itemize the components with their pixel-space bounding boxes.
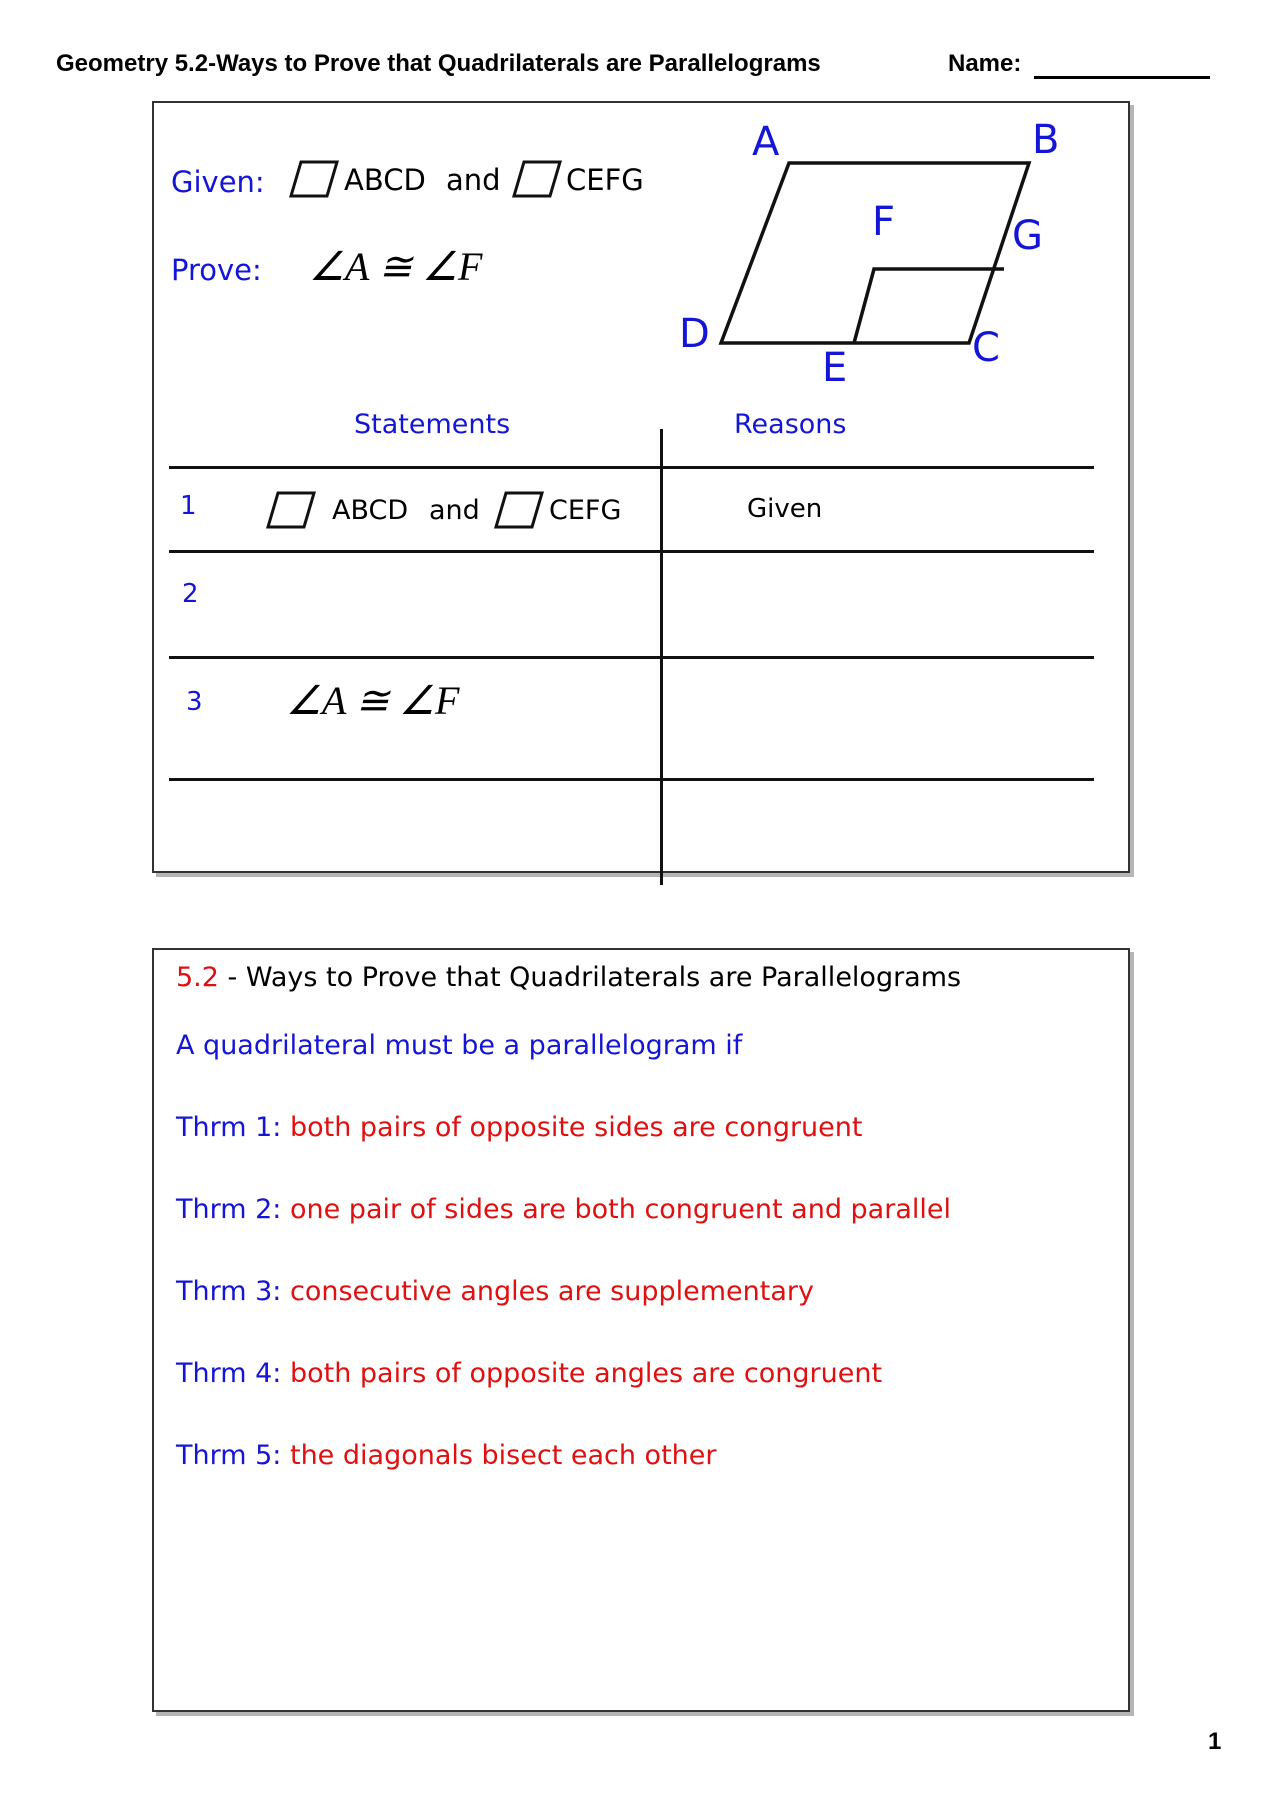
prove-label: Prove: [171,253,262,287]
name-blank-line [1034,76,1210,79]
vertex-label-e: E [822,345,848,391]
theorem-label: Thrm 4: [176,1358,282,1389]
vertex-label-f: F [872,199,896,245]
section-title: - Ways to Prove that Quadrilaterals are Parallelograms [218,962,962,993]
reasons-header: Reasons [734,409,847,440]
given-second-figure: CEFG [566,163,644,197]
given-first-figure: ABCD [344,163,426,197]
vertex-label-b: B [1032,117,1060,163]
row-number: 3 [186,687,203,717]
row1-reason: Given [747,494,823,524]
row-number: 2 [182,579,199,609]
theorem-label: Thrm 5: [176,1440,282,1471]
vertex-label-g: G [1012,213,1043,259]
row-number: 1 [180,491,197,521]
given-and: and [446,163,501,197]
theorem-text: the diagonals bisect each other [289,1440,717,1471]
table-rule [169,778,1094,781]
theorem-label: Thrm 3: [176,1276,282,1307]
row3-statement: ∠A ≅ ∠F [286,678,460,723]
vertex-label-a: A [752,119,780,165]
parallelogram-symbol-icon [266,490,316,530]
theorem-item [176,1276,814,1307]
theorem-text: one pair of sides are both congruent and parallel [289,1194,951,1225]
theorem-text: both pairs of opposite sides are congruent [289,1112,863,1143]
statements-header: Statements [354,409,511,440]
vertex-label-d: D [679,311,710,357]
name-label: Name: [948,50,1022,77]
theorem-text: both pairs of opposite angles are congruent [289,1358,883,1389]
given-label: Given: [171,165,265,199]
theorem-text: consecutive angles are supplementary [289,1276,814,1307]
row1-first-figure: ABCD [332,495,409,526]
notes-heading [176,962,961,993]
section-number: 5.2 [176,962,219,993]
page-title: Geometry 5.2-Ways to Prove that Quadrilaterals are Parallelograms [56,50,821,77]
page-number: 1 [1208,1728,1222,1755]
theorem-label: Thrm 1: [176,1112,282,1143]
vertex-label-c: C [972,325,1000,371]
notes-intro: A quadrilateral must be a parallelogram if [176,1030,743,1061]
parallelogram-symbol-icon [494,490,544,530]
parallelogram-diagram [154,103,1132,875]
row1-second-figure: CEFG [549,495,622,526]
theorem-item [176,1358,882,1389]
theorem-item [176,1194,951,1225]
theorem-label: Thrm 2: [176,1194,282,1225]
notes-panel [152,948,1130,1712]
prove-statement: ∠A ≅ ∠F [309,244,483,289]
theorem-item [176,1112,862,1143]
proof-panel [152,101,1130,873]
row1-and: and [429,495,480,526]
table-rule [169,466,1094,469]
theorem-item [176,1440,717,1471]
table-rule [169,550,1094,553]
table-rule [169,656,1094,659]
